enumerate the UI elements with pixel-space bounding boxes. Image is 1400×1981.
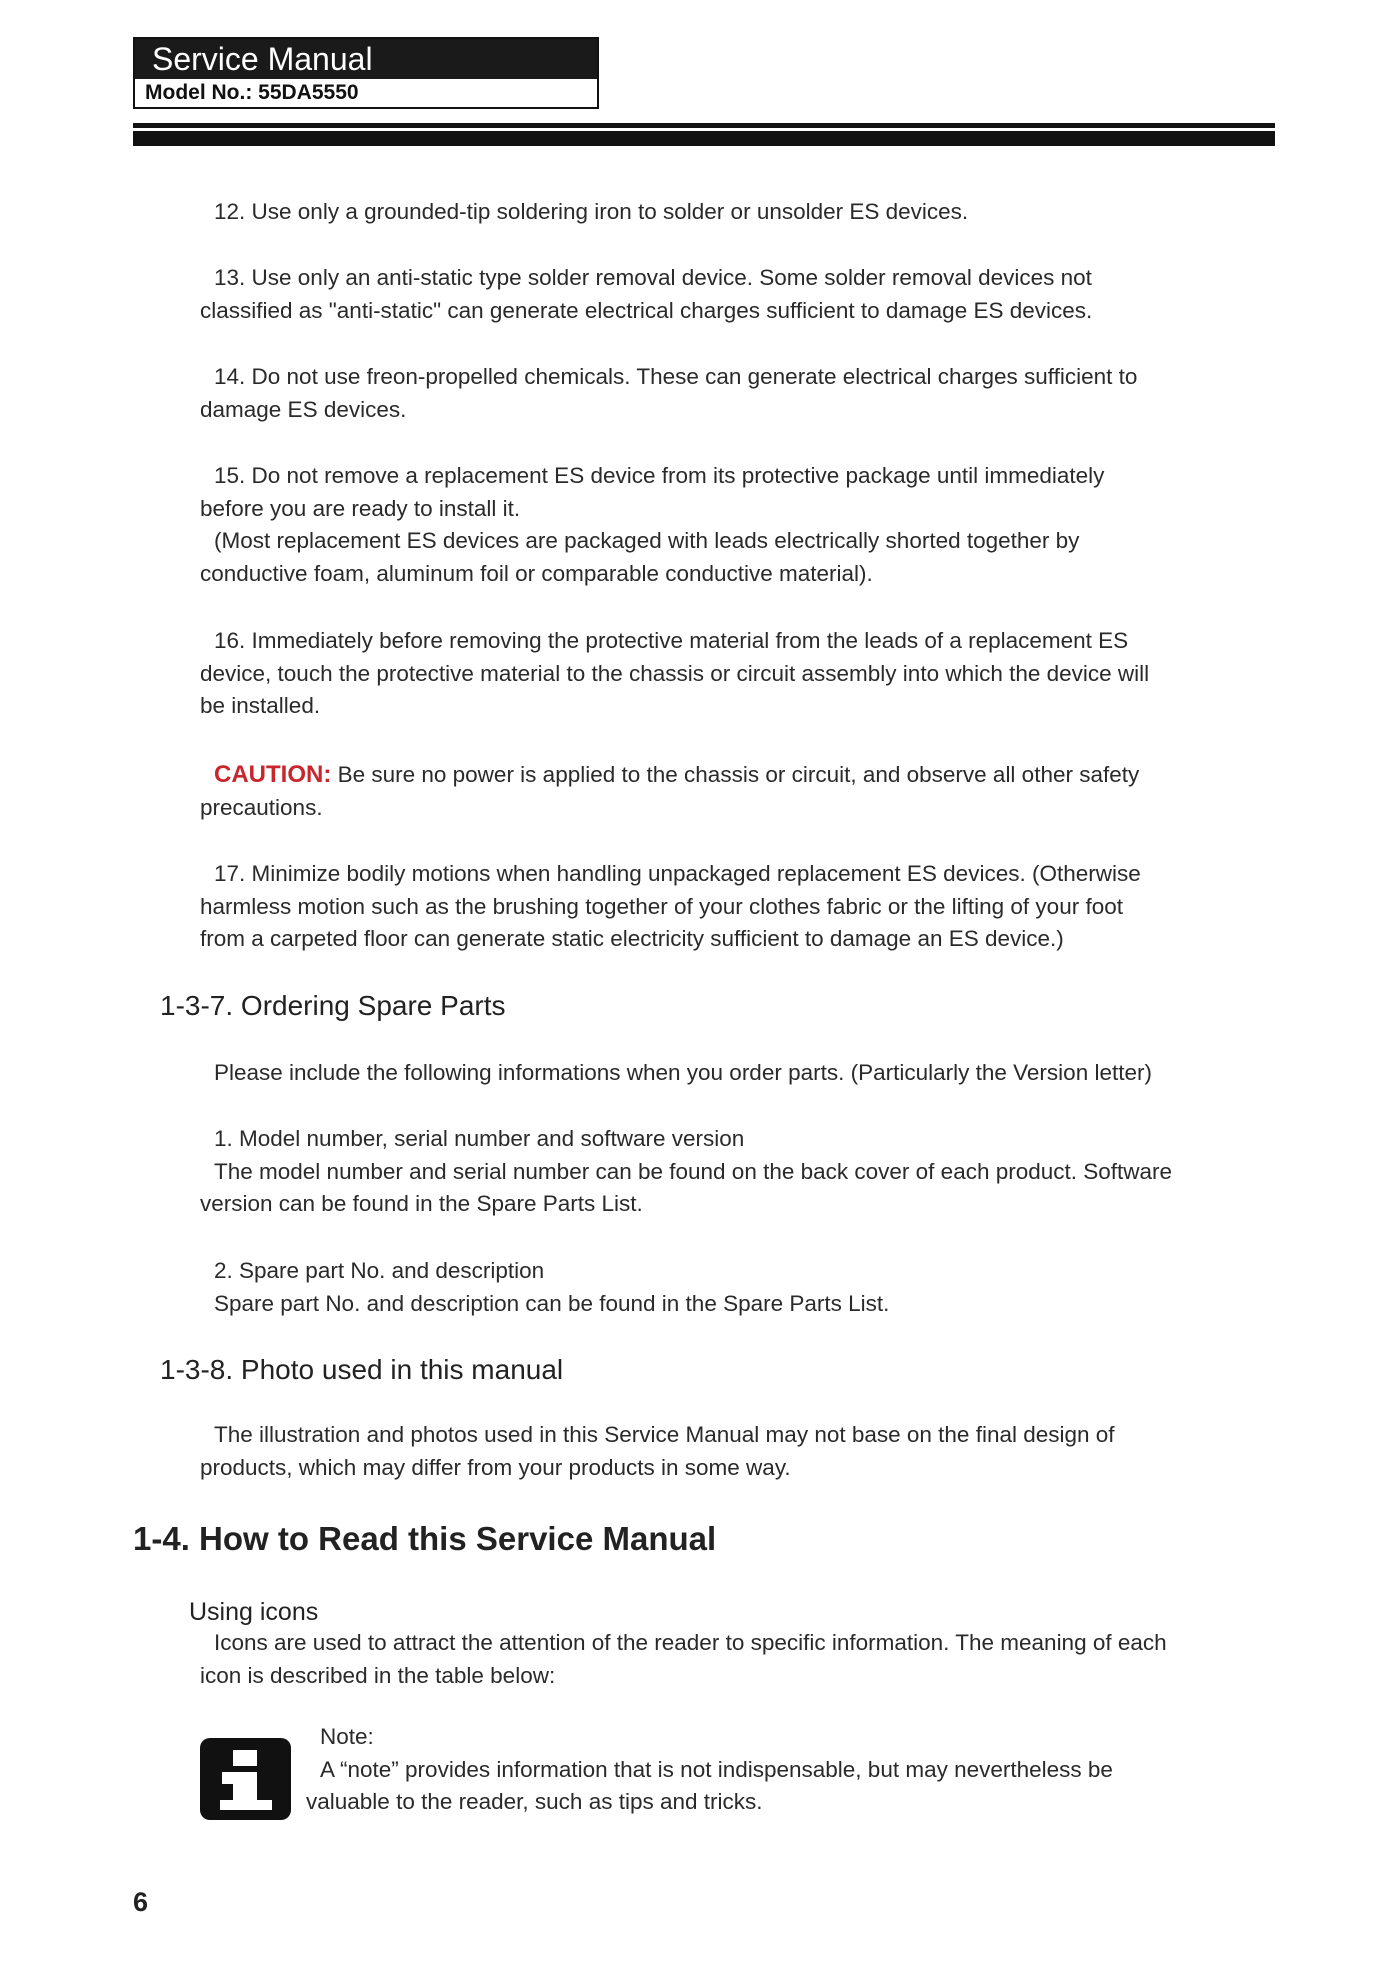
spare-parts-item-1-line-2: version can be found in the Spare Parts List. <box>200 1191 643 1216</box>
section-1-3-7-intro <box>200 1057 1230 1090</box>
item-17 <box>200 858 1230 956</box>
section-1-3-7-heading: 1-3-7. Ordering Spare Parts <box>160 990 506 1021</box>
item-16-line-1: 16. Immediately before removing the protective material from the leads of a replacement ES <box>214 628 1129 653</box>
caution-line-2: precautions. <box>200 794 323 820</box>
section-1-3-8-line-1: The illustration and photos used in this Service Manual may not base on the final design of <box>214 1422 1115 1447</box>
using-icons-heading: Using icons <box>189 1598 319 1626</box>
item-13-line-2: classified as "anti-static" can generate electrical charges sufficient to damage ES devices. <box>200 297 1093 323</box>
spare-parts-item-1 <box>200 1123 1230 1221</box>
header-title: Service Manual <box>135 39 597 79</box>
spare-parts-item-2 <box>200 1255 1230 1320</box>
item-15 <box>200 460 1230 590</box>
item-17-line-3: from a carpeted floor can generate static electricity sufficient to damage an ES device.) <box>200 926 1064 951</box>
item-13 <box>200 262 1230 327</box>
item-15-line-1: 15. Do not remove a replacement ES device from its protective package until immediately <box>214 463 1105 488</box>
caution-line-1 <box>200 759 1230 792</box>
item-15-line-2: before you are ready to install it. <box>200 495 521 521</box>
item-15-line-3: (Most replacement ES devices are packaged with leads electrically shorted together by <box>214 528 1080 553</box>
section-1-3-7-intro-line: Please include the following informations when you order parts. (Particularly the Version letter) <box>214 1060 1152 1085</box>
spare-parts-item-2-line-1: Spare part No. and description can be found in the Spare Parts List. <box>214 1290 890 1316</box>
note-block <box>306 1721 1206 1819</box>
spare-parts-item-2-title: 2. Spare part No. and description <box>214 1258 545 1283</box>
spare-parts-item-1-line-1: The model number and serial number can be found on the back cover of each product. Software <box>214 1158 1173 1184</box>
header-model-number: Model No.: 55DA5550 <box>145 81 359 104</box>
using-icons-body <box>200 1627 1230 1692</box>
note-line-2: valuable to the reader, such as tips and tricks. <box>306 1789 763 1814</box>
item-13-line-1: 13. Use only an anti-static type solder removal device. Some solder removal devices not <box>214 265 1092 290</box>
info-icon <box>200 1738 291 1820</box>
item-14 <box>200 361 1230 426</box>
section-1-4-heading: 1-4. How to Read this Service Manual <box>133 1520 717 1557</box>
note-title: Note: <box>320 1724 374 1749</box>
section-1-3-8-heading: 1-3-8. Photo used in this manual <box>160 1354 564 1385</box>
item-16-line-2: device, touch the protective material to the chassis or circuit assembly into which the device will <box>200 660 1150 686</box>
item-14-line-1: 14. Do not use freon-propelled chemicals. These can generate electrical charges sufficient to <box>214 364 1138 389</box>
note-line-1: A “note” provides information that is not indispensable, but may nevertheless be <box>320 1756 1113 1782</box>
item-16 <box>200 625 1230 723</box>
item-15-line-4: conductive foam, aluminum foil or comparable conductive material). <box>200 560 873 586</box>
section-1-3-8-line-2: products, which may differ from your products in some way. <box>200 1454 791 1480</box>
item-16-line-3: be installed. <box>200 693 321 718</box>
using-icons-line-2: icon is described in the table below: <box>200 1662 556 1688</box>
using-icons-line-1: Icons are used to attract the attention of the reader to specific information. The meaning of each <box>214 1630 1167 1655</box>
item-17-line-2: harmless motion such as the brushing together of your clothes fabric or the lifting of your foot <box>200 893 1123 919</box>
caution-text: Be sure no power is applied to the chassis or circuit, and observe all other safety <box>331 762 1140 787</box>
item-17-line-1: 17. Minimize bodily motions when handling unpackaged replacement ES devices. (Otherwise <box>214 861 1141 886</box>
item-12-line-1: 12. Use only a grounded-tip soldering iron to solder or unsolder ES devices. <box>214 199 969 224</box>
item-12 <box>200 196 1230 229</box>
header-rule-thick <box>133 131 1275 146</box>
section-1-3-8-body <box>200 1419 1230 1484</box>
header-rule-thin <box>133 123 1275 128</box>
header-box <box>133 37 599 109</box>
page-number: 6 <box>133 1887 149 1917</box>
spare-parts-item-1-title: 1. Model number, serial number and software version <box>214 1126 745 1151</box>
caution-block <box>200 759 1230 824</box>
caution-label: CAUTION: <box>214 761 332 788</box>
item-14-line-2: damage ES devices. <box>200 396 407 422</box>
